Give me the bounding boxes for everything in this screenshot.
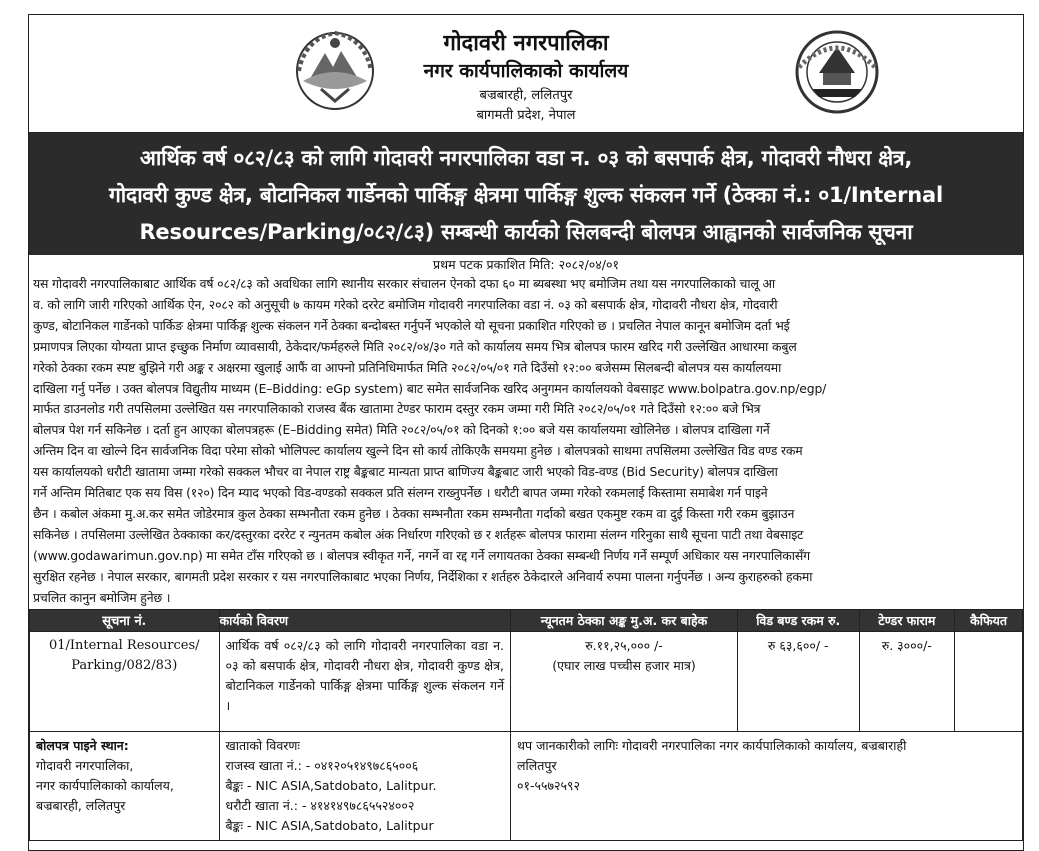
body-line: बोलपत्र पेश गर्न सकिनेछ । दर्ता हुन आएका बोलपत्रहरू (E–Bidding समेत) मिति २०८२/०५/०१ को दिनको १:०० बजे यस कार्यालयमा खोलिनेछ । बोलपत्र दाखिला गर्ने	[33, 422, 770, 438]
cell-tender-fee: रु. ३०००/-	[859, 631, 955, 731]
title-line-2: गोदावरी कुण्ड क्षेत्र, बोटानिकल गार्डेनको पार्किङ्ग क्षेत्रमा पार्किङ्ग शुल्क संकलन गर्ने (ठेक्का नं.: ०1/Internal	[108, 183, 944, 207]
col-header-notice-no: सूचना नं.	[30, 609, 220, 631]
municipality-logo-icon	[789, 27, 885, 117]
bid-place-line: गोदावरी नगरपालिका,	[36, 757, 134, 773]
table-header-row	[30, 609, 1023, 631]
cell-bid-place	[30, 731, 220, 840]
cell-account-details	[219, 731, 511, 840]
title-line-3: Resources/Parking/०८२/८३) सम्बन्धी कार्यको सिलबन्दी बोलपत्र आह्वानको सार्वजनिक सूचना	[139, 220, 913, 244]
title-line-1: आर्थिक वर्ष ०८२/८३ को लागि गोदावरी नगरपालिका वडा न. ०३ को बसपार्क क्षेत्र, गोदावरी नौधरा क्षेत्र,	[139, 146, 913, 170]
address-line-1: बज्रबारही, ललितपुर	[479, 88, 573, 103]
body-line: सकिनेछ । तपसिलमा उल्लेखित ठेक्काका कर/दस्तुरका दररेट र न्युनतम कबोल अंक निर्धारण गरिएको छ र शर्तहरू बोलपत्र फारामा संलग्न गरिनुका साथै सूचना पाटी तथा वेबसाइट	[33, 526, 804, 542]
address-line-2: बागमती प्रदेश, नेपाल	[476, 108, 576, 123]
body-line: छैन । कबोल अंकमा मु.अ.कर समेत जोडेरमात्र कुल ठेक्का सम्भनौता रकम हुनेछ । ठेक्का सम्भनौता रकम सम्भनौता गर्दाको बखत एकमुष्ट रकम वा दुई किस्ता गरी रकम बुझाउन	[33, 505, 795, 521]
notice-title	[29, 133, 1023, 255]
cell-remarks	[955, 631, 1023, 731]
col-header-min-amount: न्यूनतम ठेक्का अङ्क मु.अ. कर बाहेक	[511, 609, 738, 631]
body-line: यस कार्यालयको धरौटी खातामा जम्मा गरेको सक्कल भौचर वा नेपाल राष्ट्र बैङ्कबाट मान्यता प्राप्त बाणिज्य बैङ्कबाट जारी भएको विड-वण्ड (Bid Security) बोलपत्र दाखिला	[33, 464, 778, 480]
body-line: यस गोदावरी नगरपालिकाबाट आर्थिक वर्ष ०८२/८३ को अवधिका लागि स्थानीय सरकार संचालन ऐनको दफा ६० मा ब्यबस्था भए बमोजिम तथा यस नगरपालिकाको चालू आ	[33, 276, 776, 291]
contact-line-2: ललितपुर	[517, 757, 557, 773]
contact-phone: ०१-५५७२५९२	[517, 777, 581, 793]
body-line: मार्फत डाउनलोड गरी तपसिलमा उल्लेखित यस नगरपालिकाको राजस्व बैंक खातामा टेण्डर फाराम दस्तुर रकम जम्मा गरी मिति २०८२/०५/०१ गते दिउँसो १२:०० बजे भित्र	[33, 401, 761, 417]
cell-description: आर्थिक वर्ष ०८२/८३ को लागि गोदावरी नगरपालिका वडा न. ०३ को बसपार्क क्षेत्र, गोदावरी नौधरा क्षेत्र, गोदावरी कुण्ड क्षेत्र, बोटानिकल गार्डेनको पार्किङ्ग क्षेत्रमा पार्किङ्ग शुल्क संकलन गर्ने ।	[219, 631, 511, 731]
col-header-bid-bond: विड बण्ड रकम रु.	[737, 609, 859, 631]
revenue-account: राजस्व खाता नं.: - ०४१२०५१४९७८६५००६	[225, 757, 419, 773]
deposit-bank: बैङ्कः - NIC ASIA,Satdobato, Lalitpur	[225, 817, 434, 833]
bid-place-line: नगर कार्यपालिकाको कार्यालय,	[36, 777, 174, 793]
body-line: गर्ने अन्तिम मितिबाट एक सय विस (१२०) दिन म्याद भएको विड-वण्डको सक्कल प्रति संलग्न राख्नुपर्नेछ । धरौटी बापत जम्मा गरेको रकमलाई किस्तामा समाबेश गर्न पाइने	[33, 485, 768, 501]
min-amount-words: (एघार लाख पच्चीस हजार मात्र)	[552, 657, 696, 673]
body-line: प्रमाणपत्र लिएका योग्यता प्राप्त इच्छुक निर्माण व्यावसायी, ठेकेदार/फर्महरुले मिति २०८२/०४/३० गते को कार्यालय समय भित्र बोलपत्र फारम खरिद गरी उल्लेखित आधारमा कबुल	[33, 338, 797, 354]
body-line: गरेको ठेक्का रकम स्पष्ट बुझिने गरी अङ्क र अक्षरमा खुलाई आफैं वा आफ्नो प्रतिनिधिमार्फत मिति २०८२/०५/०१ गते दिउँसो १२:०० बजेसम्म सिलबन्दी बोलपत्र यस कार्यालयमा	[33, 359, 782, 375]
cell-bid-bond: रु ६३,६००/ -	[737, 631, 859, 731]
min-amount-figure: रु.११,२५,००० /-	[585, 637, 663, 653]
account-title: खाताको विवरणः	[225, 737, 300, 753]
municipality-name: गोदावरी नगरपालिका	[443, 31, 609, 56]
deposit-account: धरौटी खाता नं.: - ४१४१४९७८६५५२४००२	[225, 797, 415, 813]
body-line: प्रचलित कानुन बमोजिम हुनेछ ।	[33, 589, 171, 605]
body-line: दाखिला गर्नु पर्नेछ । उक्त बोलपत्र विद्युतीय माध्यम (E–Bidding: eGp system) बाट समेत सार्वजनिक खरिद अनुगमन कार्यालयको वेबसाइट www.bolpatra.gov.np/egp/	[33, 380, 827, 396]
col-header-remarks: कैफियत	[955, 609, 1023, 631]
cell-notice-no: 01/Internal Resources/ Parking/082/83)	[30, 631, 220, 731]
bid-place-line: बज्रबारही, ललितपुर	[36, 797, 126, 813]
notice-body	[29, 274, 1023, 609]
table-footer-row	[30, 731, 1023, 840]
notice-frame	[28, 14, 1024, 851]
bid-place-title: बोलपत्र पाइने स्थान:	[36, 737, 129, 753]
cell-contact-info	[511, 731, 1023, 840]
body-line: व. को लागि जारी गरिएको आर्थिक ऐन, २०८२ को अनुसूची ७ कायम गरेको दररेट बमोजिम गोदावरी नगरपालिका वडा नं. ०३ को बसपार्क क्षेत्र, गोदावरी नौधरा क्षेत्र, गोदवारी	[33, 296, 778, 312]
letterhead	[29, 15, 1023, 133]
revenue-bank: बैङ्कः - NIC ASIA,Satdobato, Lalitpur.	[225, 777, 437, 793]
body-line: सुरक्षित रहनेछ । नेपाल सरकार, बागमती प्रदेश सरकार र यस नगरपालिकाबाट भएका निर्णय, निर्देशिका र शर्तहरु ठेकेदारले अनिवार्य रुपमा पालना गर्नुपर्नेछ । अन्य कुराहरुको हकमा	[33, 568, 813, 584]
body-line: अन्तिम दिन वा खोल्ने दिन सार्वजनिक विदा परेमा सोको भोलिपल्ट कार्यालय खुल्ने दिन सो कार्य तोकिएकै समयमा हुनेछ । बोलपत्रको साथमा तपसिलमा उल्लेखित विड वण्ड रकम	[33, 443, 803, 459]
col-header-tender-form: टेण्डर फाराम	[859, 609, 955, 631]
body-line: कुण्ड, बोटानिकल गार्डेनको पार्किङ क्षेत्रमा पार्किङ्ग शुल्क संकलन गर्ने ठेक्का बन्दोबस्त गर्नुपर्ने भएकोले यो सूचना प्रकाशित गरिएको छ । प्रचलित नेपाल कानून बमोजिम दर्ता भई	[33, 317, 790, 333]
body-line: (www.godawarimun.gov.np) मा समेत टाँस गरिएको छ । बोलपत्र स्वीकृत गर्ने, नगर्ने वा रद्द गर्ने लगायतका ठेक्का सम्बन्धी निर्णय गर्ने सम्पूर्ण अधिकार यस नगरपालिकासँग	[33, 547, 810, 563]
office-name: नगर कार्यपालिकाको कार्यालय	[423, 60, 629, 82]
contact-line-1: थप जानकारीको लागिः गोदावरी नगरपालिका नगर कार्यपालिकाको कार्यालय, बज्रबाराही	[517, 737, 907, 753]
tender-table	[29, 609, 1023, 841]
cell-min-amount	[511, 631, 738, 731]
table-row	[30, 631, 1023, 731]
publication-date: प्रथम पटक प्रकाशित मिति: २०८२/०४/०१	[433, 257, 619, 272]
col-header-description: कार्यको विवरण	[219, 609, 511, 631]
